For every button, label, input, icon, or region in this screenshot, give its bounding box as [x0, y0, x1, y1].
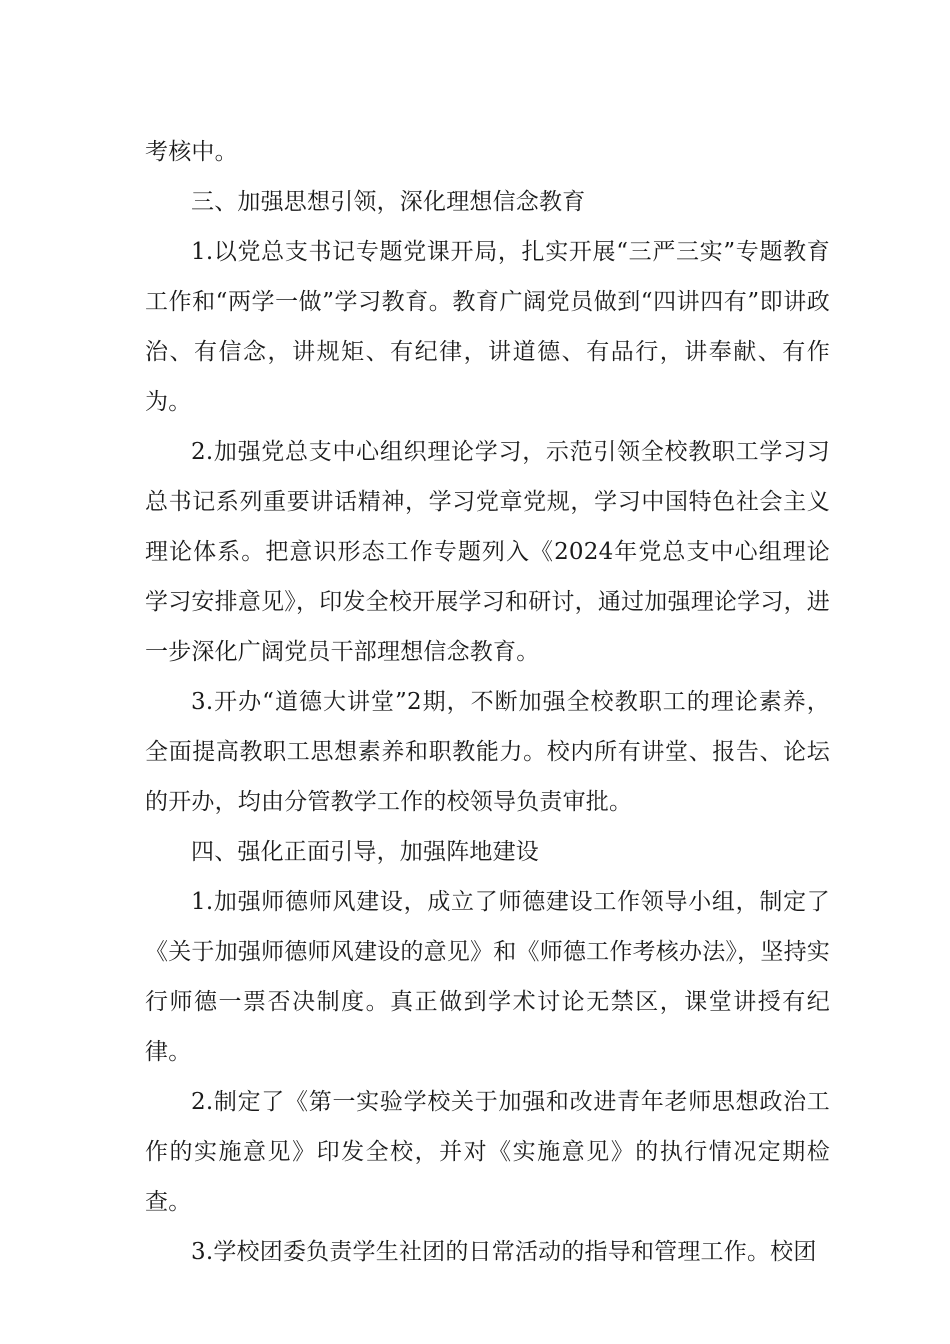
paragraph-item-3: 3.开办“道德大讲堂”2期，不断加强全校教职工的理论素养，全面提高教职工思想素养和职教能力。校内所有讲堂、报告、论坛的开办，均由分管教学工作的校领导负责审批。	[145, 689, 830, 815]
paragraph-item-1: 1.以党总支书记专题党课开局，扎实开展“三严三实”专题教育工作和“两学一做”学习教育。教育广阔党员做到“四讲四有”即讲政治、有信念，讲规矩、有纪律，讲道德、有品行，讲奉献、有作为。	[145, 239, 830, 415]
document-body	[145, 127, 830, 1277]
paragraph-continuation: 考核中。	[145, 139, 238, 165]
paragraph-item-4-3: 3.学校团委负责学生社团的日常活动的指导和管理工作。校团	[191, 1239, 817, 1265]
paragraph-item-4-1: 1.加强师德师风建设，成立了师德建设工作领导小组，制定了《关于加强师德师风建设的意见》和《师德工作考核办法》，坚持实行师德一票否决制度。真正做到学术讨论无禁区，课堂讲授有纪律。	[145, 889, 830, 1065]
paragraph-item-2: 2.加强党总支中心组织理论学习，示范引领全校教职工学习习总书记系列重要讲话精神，学习党章党规，学习中国特色社会主义理论体系。把意识形态工作专题列入《2024年党总支中心组理论学习安排意见》，印发全校开展学习和研讨，通过加强理论学习，进一步深化广阔党员干部理想信念教育。	[145, 439, 830, 665]
section-heading-four: 四、强化正面引导，加强阵地建设	[191, 839, 539, 865]
paragraph-item-4-2: 2.制定了《第一实验学校关于加强和改进青年老师思想政治工作的实施意见》印发全校，并对《实施意见》的执行情况定期检查。	[145, 1089, 830, 1215]
section-heading-three: 三、加强思想引领，深化理想信念教育	[191, 189, 586, 215]
